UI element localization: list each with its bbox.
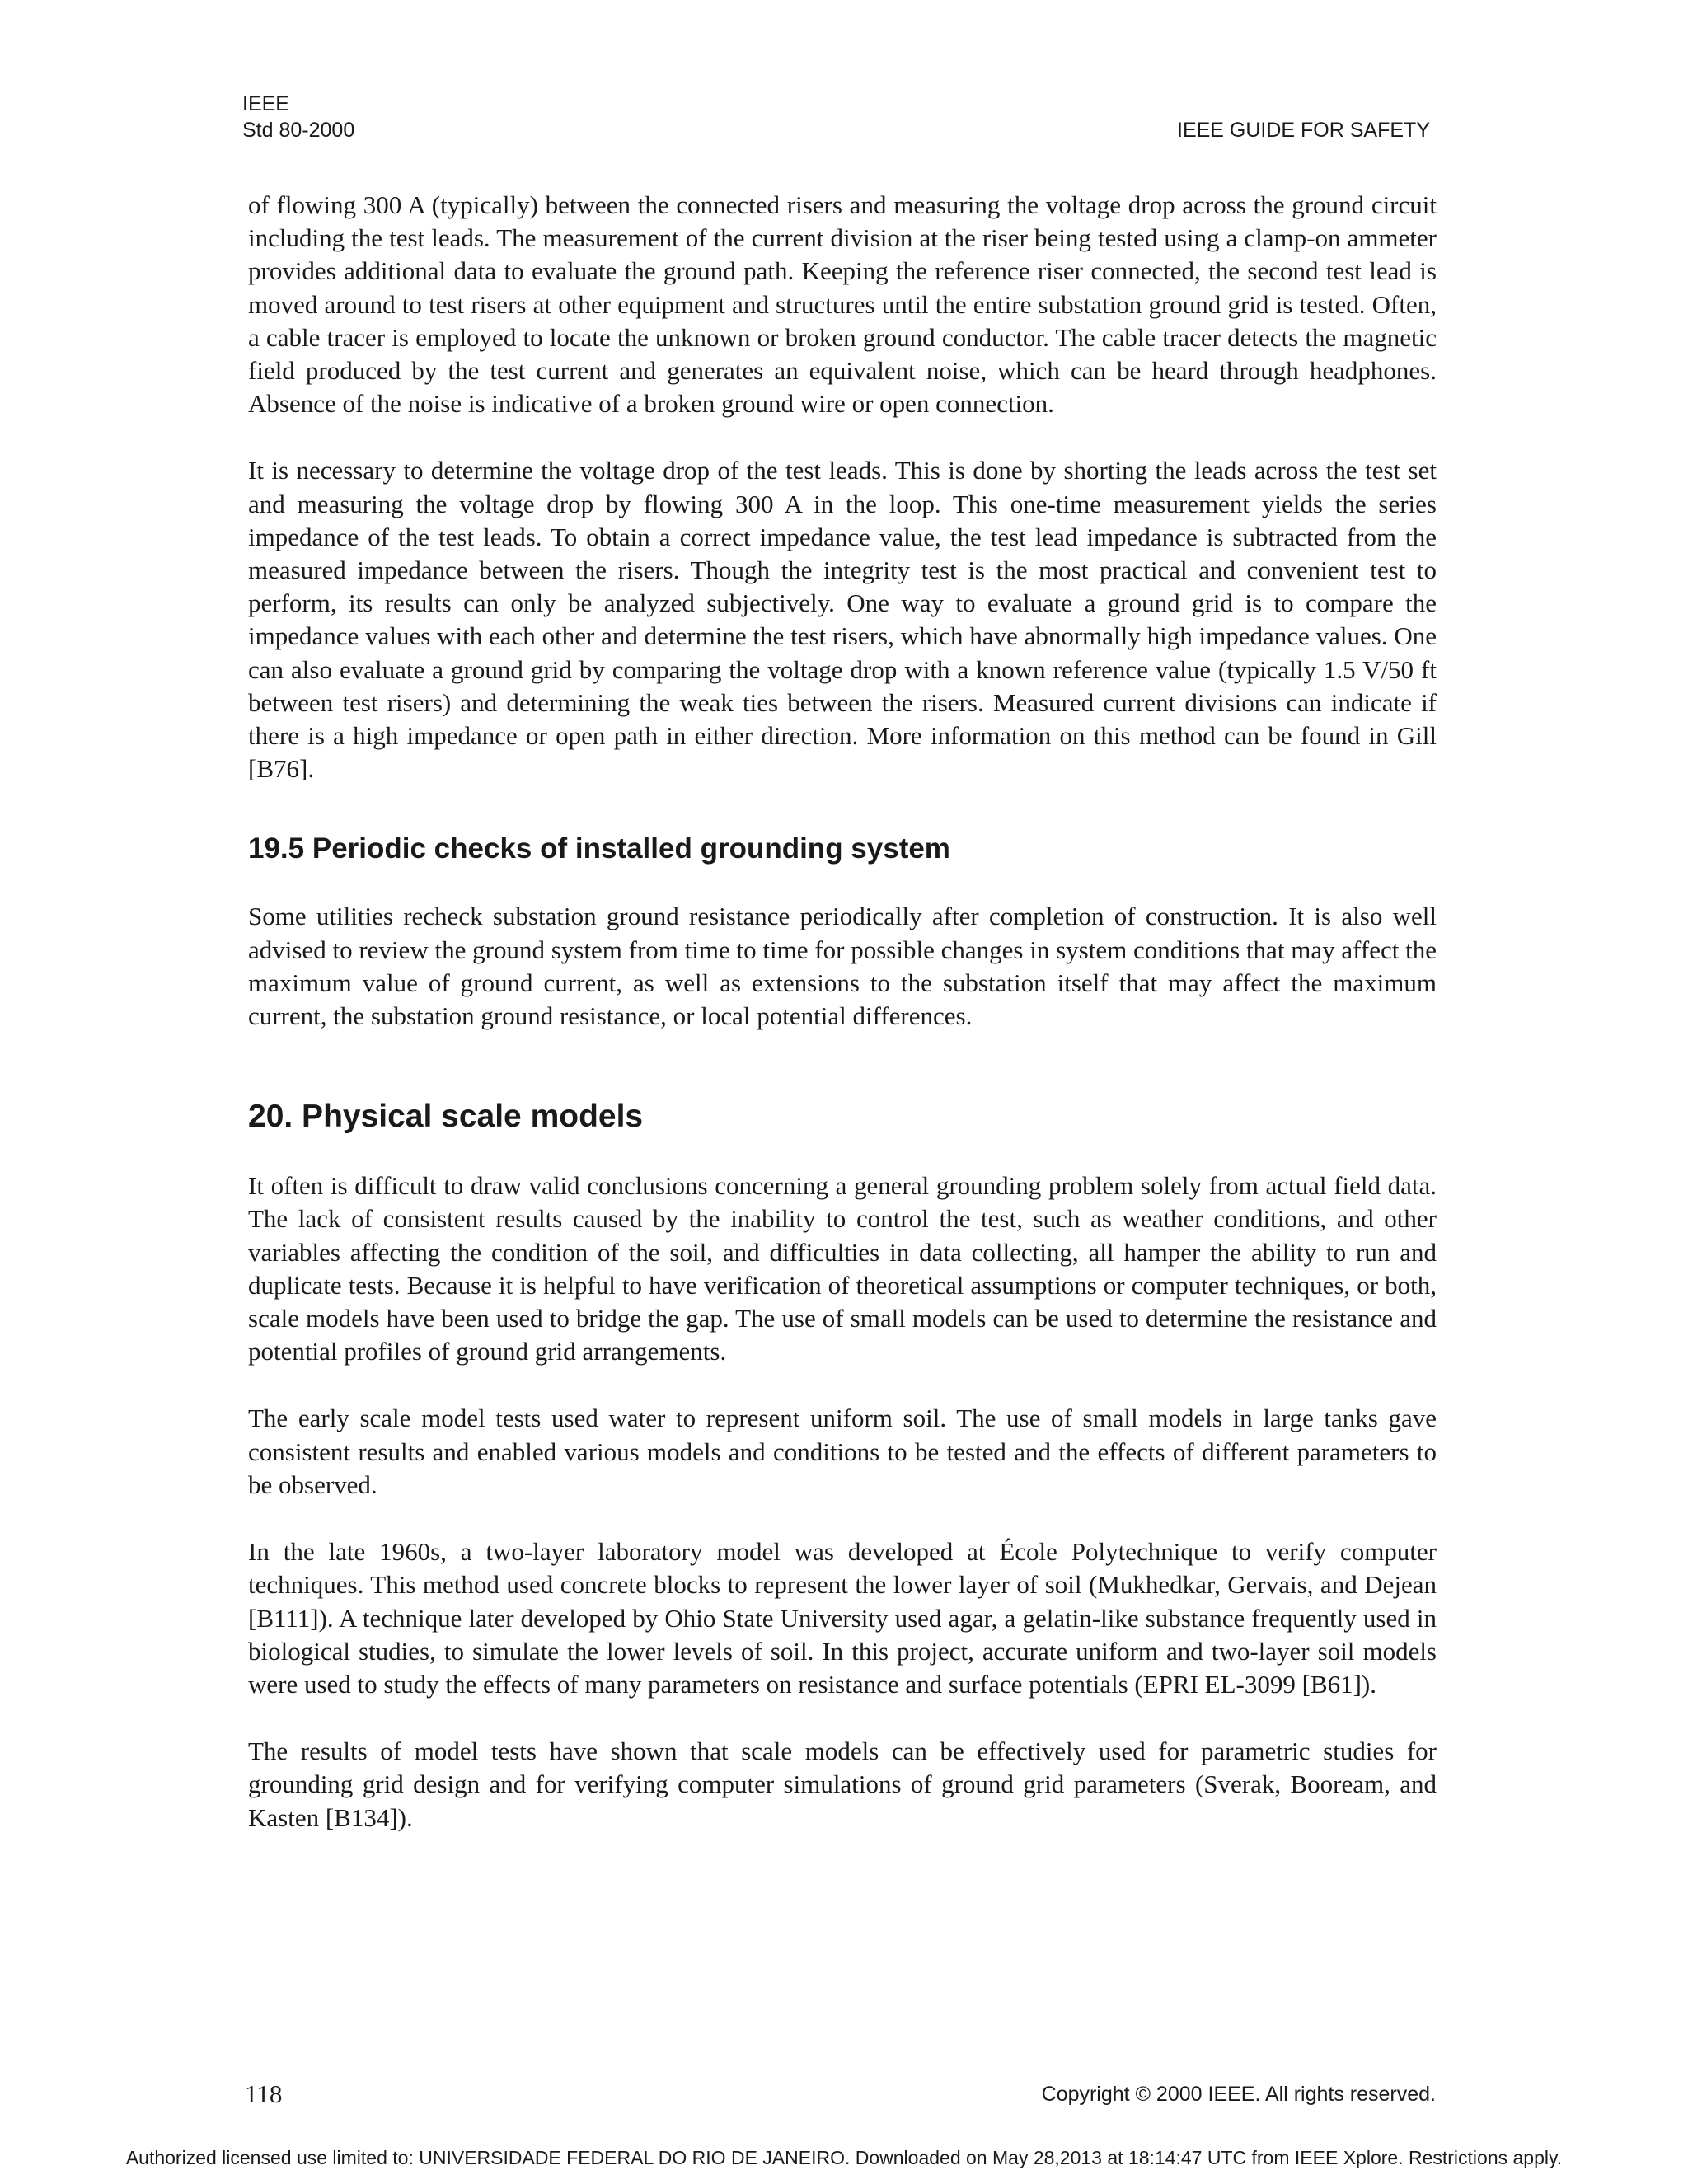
body-paragraph: of flowing 300 A (typically) between the connected risers and measuring the voltage drop across the ground circuit including the test leads. The measurement of the current division at the riser being tested using a clamp-on ammeter provides additional data to evaluate the ground path. Keeping the reference riser connected, the second test lead is moved around to test risers at other equipment and structures until the entire substation ground grid is tested. Often, a cable tracer is employed to locate the unknown or broken ground conductor. The cable tracer detects the magnetic field produced by the test current and generates an equivalent noise, which can be heard through headphones. Absence of the noise is indicative of a broken ground wire or open connection. — [248, 190, 1437, 419]
body-paragraph: It is necessary to determine the voltage drop of the test leads. This is done by shorting the leads across the test set and measuring the voltage drop by flowing 300 A in the loop. This one-time measurement yields the series impedance of the test leads. To obtain a correct impedance value, the test lead impedance is subtracted from the measured impedance between the risers. Though the integrity test is the most practical and convenient test to perform, its results can only be analyzed subjectively. One way to evaluate a ground grid is to compare the impedance values with each other and determine the test risers, which have abnormally high impedance values. One can also evaluate a ground grid by comparing the voltage drop with a known reference value (typically 1.5 V/50 ft between test risers) and determining the weak ties between the risers. Measured current divisions can indicate if there is a high impedance or open path in either direction. More information on this method can be found in Gill [B76]. — [248, 456, 1437, 784]
body-paragraph: It often is difficult to draw valid conclusions concerning a general grounding problem solely from actual field data. The lack of consistent results caused by the inability to control the test, such as weather conditions, and other variables affecting the condition of the soil, and difficulties in data collecting, all hamper the ability to run and duplicate tests. Because it is helpful to have verification of theoretical assumptions or computer techniques, or both, scale models have been used to bridge the gap. The use of small models can be used to determine the resistance and potential profiles of ground grid arrangements. — [248, 1171, 1437, 1366]
header-org: IEEE — [242, 92, 289, 115]
page-number: 118 — [245, 2079, 283, 2108]
subsection-heading-19-5: 19.5 Periodic checks of installed grounding system — [248, 832, 950, 865]
body-paragraph: The early scale model tests used water to represent uniform soil. The use of small models in large tanks gave consistent results and enabled various models and conditions to be tested and the effects of different parameters to be observed. — [248, 1404, 1437, 1499]
running-header-standard — [242, 91, 354, 143]
page-body — [248, 189, 1437, 1835]
body-paragraph: Some utilities recheck substation ground resistance periodically after completion of construction. It is also well advised to review the ground system from time to time for possible changes in system conditions that may affect the maximum value of ground current, as well as extensions to the substation itself that may affect the maximum current, the substation ground resistance, or local potential differences. — [248, 902, 1437, 1031]
body-paragraph: In the late 1960s, a two-layer laboratory model was developed at École Polytechnique to verify computer techniques. This method used concrete blocks to represent the lower layer of soil (Mukhedkar, Gervais, and Dejean [B111]). A technique later developed by Ohio State University used agar, a gelatin-like substance frequently used in biological studies, to simulate the lower levels of soil. In this project, accurate uniform and two-layer soil models were used to study the effects of many parameters on resistance and surface potentials (EPRI EL-3099 [B61]). — [248, 1537, 1437, 1699]
header-title: IEEE GUIDE FOR SAFETY — [1177, 119, 1430, 142]
section-heading-20: 20. Physical scale models — [248, 1099, 644, 1135]
copyright-notice: Copyright © 2000 IEEE. All rights reserved. — [1041, 2083, 1436, 2106]
license-notice: Authorized licensed use limited to: UNIVERSIDADE FEDERAL DO RIO DE JANEIRO. Downloaded on May 28,2013 at 18:14:47 UTC from IEEE Xplore. Restrictions apply. — [125, 2147, 1563, 2168]
header-std-number: Std 80-2000 — [242, 119, 355, 142]
body-paragraph: The results of model tests have shown that scale models can be effectively used for parametric studies for grounding grid design and for verifying computer simulations of ground grid parameters (Sverak, Booream, and Kasten [B134]). — [248, 1736, 1437, 1832]
